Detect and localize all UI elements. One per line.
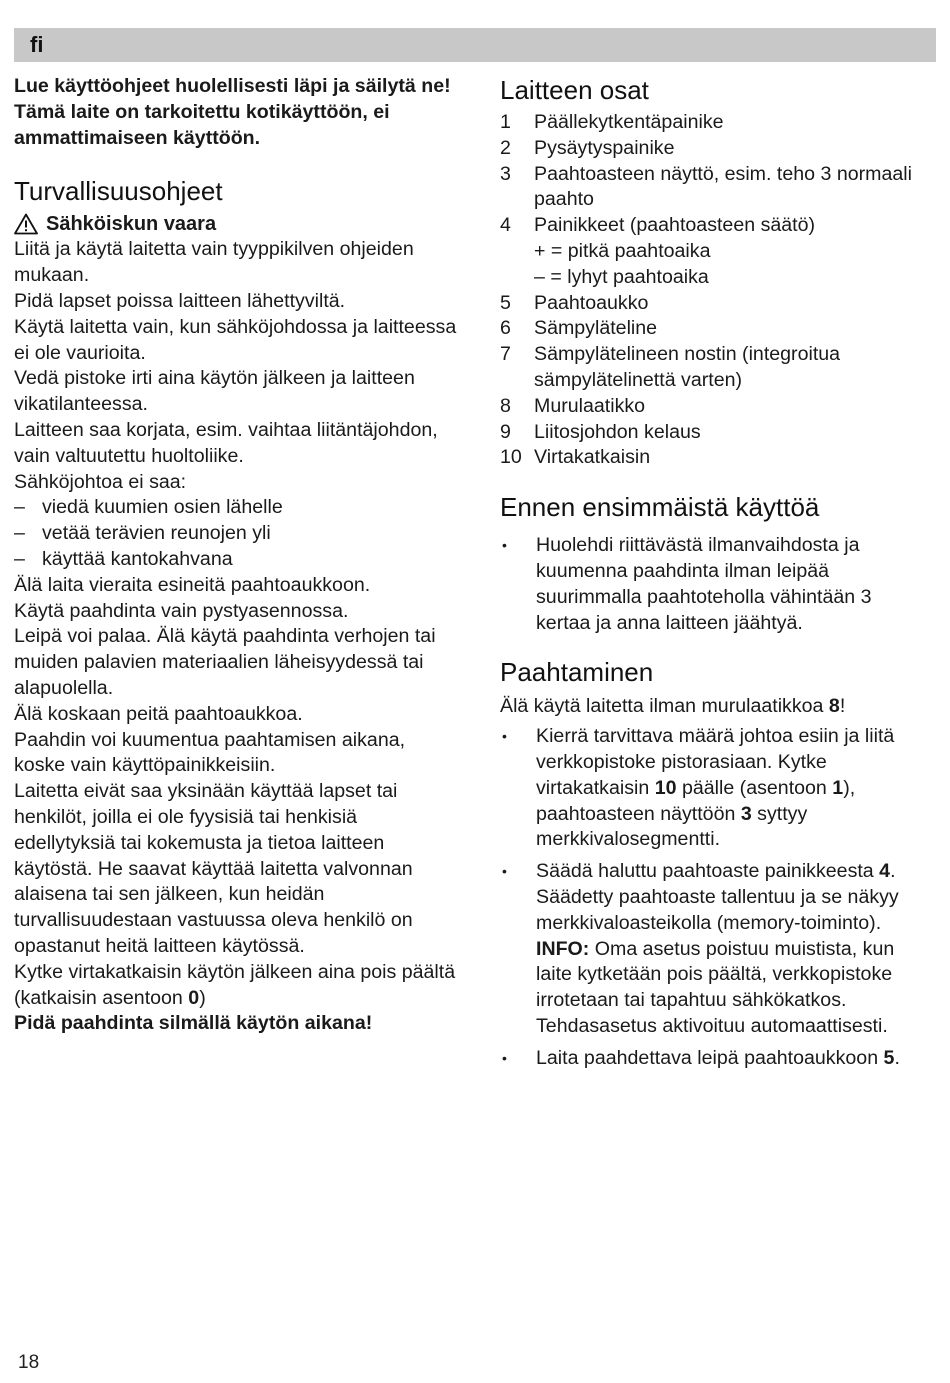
part-label: Liitosjohdon kelaus bbox=[534, 420, 701, 443]
part-reference: 3 bbox=[740, 802, 752, 825]
safety-text: Pidä lapset poissa laitteen lähettyviltä. bbox=[14, 289, 346, 312]
part-sub-label: – = lyhyt paahtoaika bbox=[534, 265, 709, 288]
toasting-heading: Paahtaminen bbox=[500, 657, 654, 688]
part-reference: 4 bbox=[879, 860, 891, 883]
bullet-text bbox=[536, 859, 930, 1040]
toasting-intro bbox=[500, 694, 930, 720]
parts-item bbox=[500, 316, 930, 342]
safety-text: Käytä laitetta vain, kun sähköjohdossa ja laitteessa ei ole vaurioita. bbox=[14, 315, 457, 364]
part-number: 3 bbox=[500, 162, 511, 185]
text-run: . bbox=[894, 1046, 900, 1069]
part-reference: 5 bbox=[883, 1046, 895, 1069]
part-reference: 8 bbox=[828, 695, 840, 718]
bullet-marker: • bbox=[502, 863, 507, 880]
safety-text: Vedä pistoke irti aina käytön jälkeen ja laitteen vikatilanteessa. bbox=[14, 367, 415, 416]
dash-text: vetää terävien reunojen yli bbox=[42, 522, 271, 545]
text-run: Älä käytä laitetta ilman murulaatikkoa bbox=[500, 695, 829, 718]
dash-marker: – bbox=[14, 496, 25, 519]
text-run: Kytke virtakatkaisin käytön jälkeen aina pois päältä (katkaisin asentoon bbox=[14, 960, 456, 1009]
warning-title: Sähköiskun vaara bbox=[46, 213, 217, 236]
safety-text: Älä laita vieraita esineitä paahtoaukkoon. bbox=[14, 573, 371, 596]
part-reference: 10 bbox=[654, 776, 677, 799]
text-run: Kierrä tarvittava määrä johtoa esiin ja liitä verkkopistoke pistorasiaan. Kytke virtakatkaisin bbox=[536, 725, 895, 799]
text-run: syttyy merkkivalosegmentti. bbox=[536, 802, 808, 851]
part-number: 8 bbox=[500, 394, 511, 417]
intro-line-2: Tämä laite on tarkoitettu kotikäyttöön, ei ammattimaiseen käyttöön. bbox=[14, 100, 390, 149]
part-label-group bbox=[534, 213, 930, 290]
bullet-item bbox=[500, 1046, 930, 1072]
bullet-item bbox=[500, 724, 930, 853]
part-label: Sämpyläteline bbox=[534, 317, 658, 340]
bullet-text bbox=[536, 1046, 900, 1072]
safety-text: Paahdin voi kuumentua paahtamisen aikana, koske vain käyttöpainikkeisiin. bbox=[14, 728, 406, 777]
text-run: ) bbox=[199, 986, 206, 1009]
dash-item bbox=[14, 547, 459, 573]
dash-marker: – bbox=[14, 547, 25, 570]
dash-item bbox=[14, 521, 459, 547]
intro-line-1: Lue käyttöohjeet huolellisesti läpi ja säilytä ne! bbox=[14, 75, 451, 97]
page-number: 18 bbox=[18, 1352, 40, 1373]
parts-item bbox=[500, 110, 930, 136]
safety-text: Leipä voi palaa. Älä käytä paahdinta verhojen tai muiden palavien materiaalien läheisyydessä tai alapuolella. bbox=[14, 625, 436, 699]
part-number: 5 bbox=[500, 291, 511, 314]
part-label: Paahtoasteen näyttö, esim. teho 3 normaali paahto bbox=[534, 162, 912, 211]
safety-final-warning: Pidä paahdinta silmällä käytön aikana! bbox=[14, 1012, 373, 1035]
language-code: fi bbox=[30, 32, 44, 57]
part-label: Paahtoaukko bbox=[534, 291, 649, 314]
part-label: Murulaatikko bbox=[534, 394, 646, 417]
safety-text: Liitä ja käytä laitetta vain tyyppikilven ohjeiden mukaan. bbox=[14, 238, 414, 287]
dash-text: viedä kuumien osien lähelle bbox=[42, 496, 283, 519]
dash-text: käyttää kantokahvana bbox=[42, 547, 233, 570]
parts-item bbox=[500, 213, 930, 290]
part-reference: 1 bbox=[832, 776, 844, 799]
parts-item bbox=[500, 420, 930, 446]
toasting-list bbox=[500, 724, 930, 1071]
text-run: Säädä haluttu paahtoaste painikkeesta bbox=[536, 860, 880, 883]
safety-text: Laitteen saa korjata, esim. vaihtaa liitäntäjohdon, vain valtuutettu huoltoliike. bbox=[14, 418, 438, 467]
before-use-list bbox=[500, 533, 930, 636]
warning-triangle-icon bbox=[14, 213, 38, 235]
bullet-item bbox=[500, 859, 930, 1040]
right-column bbox=[500, 74, 930, 1072]
safety-text: Älä koskaan peitä paahtoaukkoa. bbox=[14, 702, 303, 725]
language-bar bbox=[14, 28, 936, 62]
part-number: 1 bbox=[500, 111, 511, 133]
text-run: päälle (asentoon bbox=[676, 776, 833, 799]
safety-heading: Turvallisuusohjeet bbox=[14, 176, 223, 207]
text-run: . Säädetty paahtoaste tallentuu ja se näkyy merkkivaloasteikolla (memory-toiminto). bbox=[536, 860, 899, 934]
dash-marker: – bbox=[14, 522, 25, 545]
part-label: Painikkeet (paahtoasteen säätö) bbox=[534, 214, 816, 237]
bullet-text bbox=[536, 724, 930, 853]
part-number: 7 bbox=[500, 343, 511, 366]
part-number: 10 bbox=[500, 446, 522, 469]
parts-heading: Laitteen osat bbox=[500, 75, 649, 105]
part-label: Virtakatkaisin bbox=[534, 446, 651, 469]
bullet-marker: • bbox=[502, 537, 507, 554]
safety-text: Laitetta eivät saa yksinään käyttää lapset tai henkilöt, joilla ei ole fyysisiä tai henkisiä edellytyksiä tai kokemusta ja tietoa laitteen käytöstä. He saavat käyttää laitetta valvonnan alaisena tai sen jälkeen, kun heidän turvallisuudestaan vastuussa oleva henkilö on opastanut heitä laitteen käytössä. bbox=[14, 780, 413, 957]
safety-text: Käytä paahdinta vain pystyasennossa. bbox=[14, 599, 349, 622]
text-run: Oma asetus poistuu muistista, kun laite kytketään pois päältä, verkkopistoke irrotetaan tai tapahtuu sähkökatkos. Tehdasasetus aktivoituu automaattisesti. bbox=[536, 937, 895, 1037]
bullet-item bbox=[500, 533, 930, 636]
part-number: 4 bbox=[500, 214, 511, 237]
part-number: 6 bbox=[500, 317, 511, 340]
parts-item bbox=[500, 136, 930, 162]
part-label: Sämpylätelineen nostin (integroitua sämpylätelinettä varten) bbox=[534, 343, 841, 391]
position-number: 0 bbox=[188, 986, 200, 1009]
info-label: INFO: bbox=[536, 937, 590, 960]
before-use-heading: Ennen ensimmäistä käyttöä bbox=[500, 492, 820, 523]
part-label: Pysäytyspainike bbox=[534, 136, 675, 159]
parts-item bbox=[500, 342, 930, 394]
safety-text: Sähköjohtoa ei saa: bbox=[14, 470, 187, 493]
part-label: Päällekytkentäpainike bbox=[534, 111, 724, 133]
parts-item bbox=[500, 445, 930, 471]
parts-item bbox=[500, 162, 930, 214]
part-number: 2 bbox=[500, 136, 511, 159]
text-run: ), paahtoasteen näyttöön bbox=[536, 776, 856, 825]
dash-item bbox=[14, 495, 459, 521]
left-column bbox=[14, 74, 459, 1037]
safety-text bbox=[14, 960, 459, 1012]
text-run: ! bbox=[839, 695, 846, 718]
bullet-marker: • bbox=[502, 1049, 507, 1066]
text-run: Laita paahdettava leipä paahtoaukkoon bbox=[536, 1046, 884, 1069]
bullet-marker: • bbox=[502, 728, 507, 745]
parts-item bbox=[500, 394, 930, 420]
bullet-text: Huolehdi riittävästä ilmanvaihdosta ja kuumenna paahdinta ilman leipää suurimmalla paahtoteholla vähintään 3 kertaa ja anna laitteen jäähtyä. bbox=[536, 534, 872, 634]
parts-item bbox=[500, 291, 930, 317]
part-sub-label: + = pitkä paahtoaika bbox=[534, 239, 711, 262]
shock-warning bbox=[14, 211, 459, 237]
part-number: 9 bbox=[500, 420, 511, 443]
parts-list bbox=[500, 110, 930, 471]
